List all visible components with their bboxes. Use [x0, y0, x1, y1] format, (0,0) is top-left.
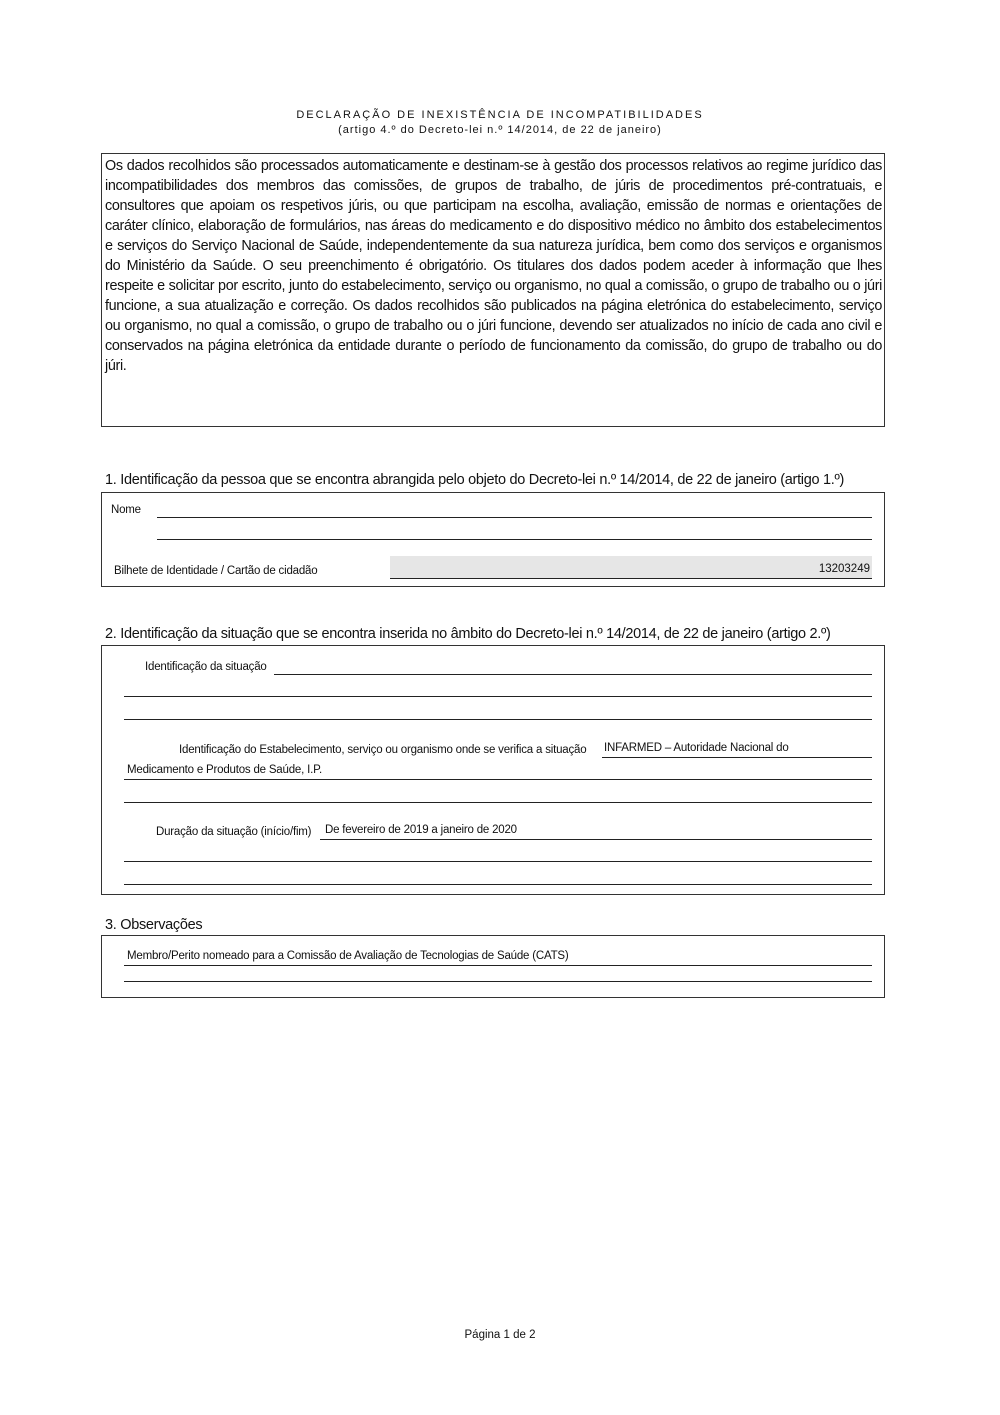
duration-field-line-2[interactable]	[124, 861, 872, 862]
section-3-box	[101, 935, 885, 998]
duration-label: Duração da situação (início/fim)	[156, 826, 312, 838]
observations-field-line-2[interactable]	[124, 981, 872, 982]
id-label: Bilhete de Identidade / Cartão de cidadão	[114, 565, 318, 577]
duration-field[interactable]	[320, 824, 872, 840]
id-number-field[interactable]	[390, 556, 872, 579]
establishment-field-line-2[interactable]	[124, 764, 872, 780]
situation-field-line-2[interactable]	[124, 696, 872, 697]
data-protection-notice	[101, 153, 885, 427]
section-3-title: 3. Observações	[105, 917, 203, 933]
situation-field-line-3[interactable]	[124, 719, 872, 720]
name-field-line-2[interactable]	[157, 539, 872, 540]
establishment-field-line-3[interactable]	[124, 802, 872, 803]
section-1-title: 1. Identificação da pessoa que se encontra abrangida pelo objeto do Decreto-lei n.º 14/2014, de 22 de janeiro (artigo 1.º)	[105, 472, 844, 488]
establishment-value-1: INFARMED – Autoridade Nacional do	[604, 742, 789, 754]
situation-label: Identificação da situação	[145, 661, 267, 673]
name-field[interactable]	[157, 517, 872, 518]
name-label: Nome	[111, 504, 141, 516]
observations-value: Membro/Perito nomeado para a Comissão de Avaliação de Tecnologias de Saúde (CATS)	[127, 950, 569, 962]
observations-field[interactable]	[124, 950, 872, 966]
document-subtitle: (artigo 4.º do Decreto-lei n.º 14/2014, de 22 de janeiro)	[338, 124, 662, 136]
establishment-field[interactable]	[602, 742, 872, 758]
id-number-value: 13203249	[818, 563, 870, 575]
establishment-value-2: Medicamento e Produtos de Saúde, I.P.	[127, 764, 323, 776]
duration-value: De fevereiro de 2019 a janeiro de 2020	[325, 824, 517, 836]
situation-field[interactable]	[274, 674, 872, 675]
notice-text: Os dados recolhidos são processados automaticamente e destinam-se à gestão dos processos relativos ao regime jurídico das incompatibilidades dos membros das comissões, de grupos de trabalho, de júris de procedimentos pré-contratuais, e consultores que apoiam os respetivos júris, ou que participam na escolha, avaliação, emissão de normas e orientações de caráter clínico, elaboração de formulários, nas áreas do medicamento e do dispositivo médico no âmbito dos estabelecimentos e serviços do Serviço Nacional de Saúde, independentemente da sua natureza jurídica, bem como dos serviços e organismos do Ministério da Saúde. O seu preenchimento é obrigatório. Os titulares dos dados podem aceder à informação que lhes respeite e solicitar por escrito, junto do estabelecimento, serviço ou organismo, no qual a comissão, o grupo de trabalho ou o júri funcione, a sua atualização e correção. Os dados recolhidos são publicados na página eletrónica do estabelecimento, serviço ou organismo, no qual a comissão, o grupo de trabalho ou o júri funcione, devendo ser atualizados no início de cada ano civil e conservados na página eletrónica da entidade durante o período de funcionamento da comissão, do grupo de trabalho ou do júri.	[105, 158, 882, 374]
document-title: DECLARAÇÃO DE INEXISTÊNCIA DE INCOMPATIBILIDADES	[296, 109, 704, 121]
establishment-label: Identificação do Estabelecimento, serviço ou organismo onde se verifica a situação	[179, 744, 587, 756]
duration-field-line-3[interactable]	[124, 884, 872, 885]
page-number: Página 1 de 2	[464, 1329, 536, 1341]
section-2-title: 2. Identificação da situação que se encontra inserida no âmbito do Decreto-lei n.º 14/2014, de 22 de janeiro (artigo 2.º)	[105, 626, 831, 642]
